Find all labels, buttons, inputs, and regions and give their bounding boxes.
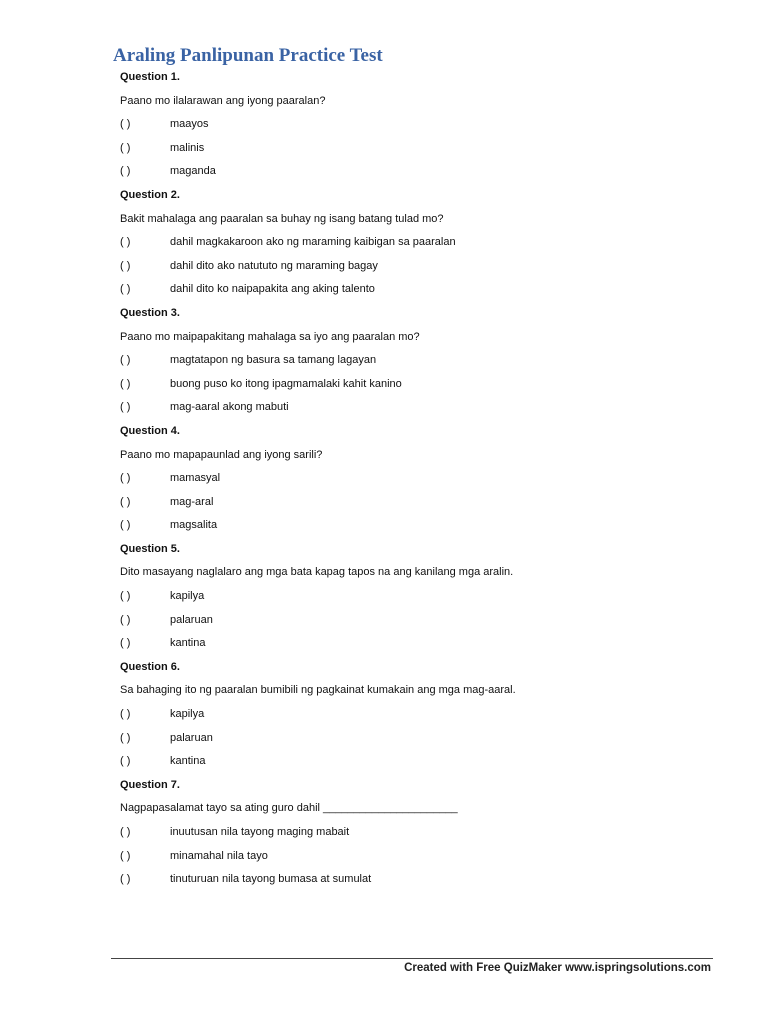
option-radio-marker[interactable]: ( ) [120,590,131,603]
answer-option[interactable] [120,467,720,491]
question-prompt: Paano mo maipapakitang mahalaga sa iyo ang paaralan mo? [120,330,420,343]
question-block [120,184,720,302]
option-label: tinuturuan nila tayong bumasa at sumulat [170,873,372,886]
option-label: kapilya [170,708,205,721]
answer-option[interactable] [120,632,720,656]
option-label: dahil dito ako natututo ng maraming bagay [170,259,378,272]
answer-option[interactable] [120,585,720,609]
question-heading: Question 4. [120,424,180,437]
option-label: minamahal nila tayo [170,849,268,862]
answer-option[interactable] [120,821,720,845]
answer-option[interactable] [120,703,720,727]
option-radio-marker[interactable]: ( ) [120,259,131,272]
option-radio-marker[interactable]: ( ) [120,637,131,650]
option-label: mag-aral [170,495,214,508]
answer-option[interactable] [120,609,720,633]
question-heading: Question 5. [120,542,180,555]
answer-option[interactable] [120,868,720,892]
option-label: kapilya [170,590,205,603]
answer-option[interactable] [120,255,720,279]
option-radio-marker[interactable]: ( ) [120,613,131,626]
answer-option[interactable] [120,845,720,869]
option-label: malinis [170,141,205,154]
answer-option[interactable] [120,373,720,397]
option-label: dahil dito ko naipapakita ang aking talento [170,283,375,296]
answer-option[interactable] [120,113,720,137]
question-block [120,302,720,420]
option-label: inuutusan nila tayong maging mabait [170,826,350,838]
question-prompt: Paano mo ilalarawan ang iyong paaralan? [120,94,326,107]
option-label: magtatapon ng basura sa tamang lagayan [170,354,377,367]
footer-divider [111,958,713,959]
question-block [120,656,720,774]
answer-option[interactable] [120,750,720,774]
option-radio-marker[interactable]: ( ) [120,849,131,862]
question-block [120,774,720,892]
option-label: kantina [170,637,206,650]
option-radio-marker[interactable]: ( ) [120,236,131,249]
option-radio-marker[interactable]: ( ) [120,354,131,367]
question-heading: Question 7. [120,778,180,791]
option-label: palaruan [170,613,213,626]
option-label: maayos [170,118,209,131]
answer-option[interactable] [120,491,720,515]
option-radio-marker[interactable]: ( ) [120,755,131,768]
option-radio-marker[interactable]: ( ) [120,519,131,532]
question-prompt: Bakit mahalaga ang paaralan sa buhay ng isang batang tulad mo? [120,212,444,225]
option-radio-marker[interactable]: ( ) [120,708,131,721]
option-label: buong puso ko itong ipagmamalaki kahit kanino [170,377,402,390]
option-label: mag-aaral akong mabuti [170,401,289,414]
option-radio-marker[interactable]: ( ) [120,165,131,178]
question-block [120,538,720,656]
question-heading: Question 6. [120,660,180,673]
question-prompt: Dito masayang naglalaro ang mga bata kapag tapos na ang kanilang mga aralin. [120,566,514,579]
option-label: kantina [170,755,206,768]
answer-option[interactable] [120,349,720,373]
option-radio-marker[interactable]: ( ) [120,873,131,886]
option-label: palaruan [170,731,213,744]
question-heading: Question 3. [120,306,180,319]
option-label: mamasyal [170,472,221,485]
answer-option[interactable] [120,514,720,538]
question-block [120,66,720,184]
option-radio-marker[interactable]: ( ) [120,141,131,154]
page-title: Araling Panlipunan Practice Test [113,45,383,66]
question-prompt: Nagpapasalamat tayo sa ating guro dahil ______________________ [120,802,458,815]
answer-option[interactable] [120,137,720,161]
question-prompt: Paano mo mapapaunlad ang iyong sarili? [120,448,323,461]
question-prompt: Sa bahaging ito ng paaralan bumibili ng pagkainat kumakain ang mga mag-aaral. [120,684,516,697]
answer-option[interactable] [120,278,720,302]
option-radio-marker[interactable]: ( ) [120,495,131,508]
option-label: dahil magkakaroon ako ng maraming kaibigan sa paaralan [170,236,456,249]
option-radio-marker[interactable]: ( ) [120,118,131,131]
question-block [120,420,720,538]
option-radio-marker[interactable]: ( ) [120,731,131,744]
footer-credit: Created with Free QuizMaker www.ispringsolutions.com [404,962,711,974]
option-radio-marker[interactable]: ( ) [120,377,131,390]
answer-option[interactable] [120,727,720,751]
question-heading: Question 2. [120,188,180,201]
option-label: magsalita [170,519,218,532]
question-heading: Question 1. [120,71,180,83]
option-radio-marker[interactable]: ( ) [120,826,131,838]
answer-option[interactable] [120,160,720,184]
option-radio-marker[interactable]: ( ) [120,472,131,485]
answer-option[interactable] [120,396,720,420]
answer-option[interactable] [120,231,720,255]
question-list [120,66,720,892]
option-radio-marker[interactable]: ( ) [120,401,131,414]
option-label: maganda [170,165,216,178]
option-radio-marker[interactable]: ( ) [120,283,131,296]
